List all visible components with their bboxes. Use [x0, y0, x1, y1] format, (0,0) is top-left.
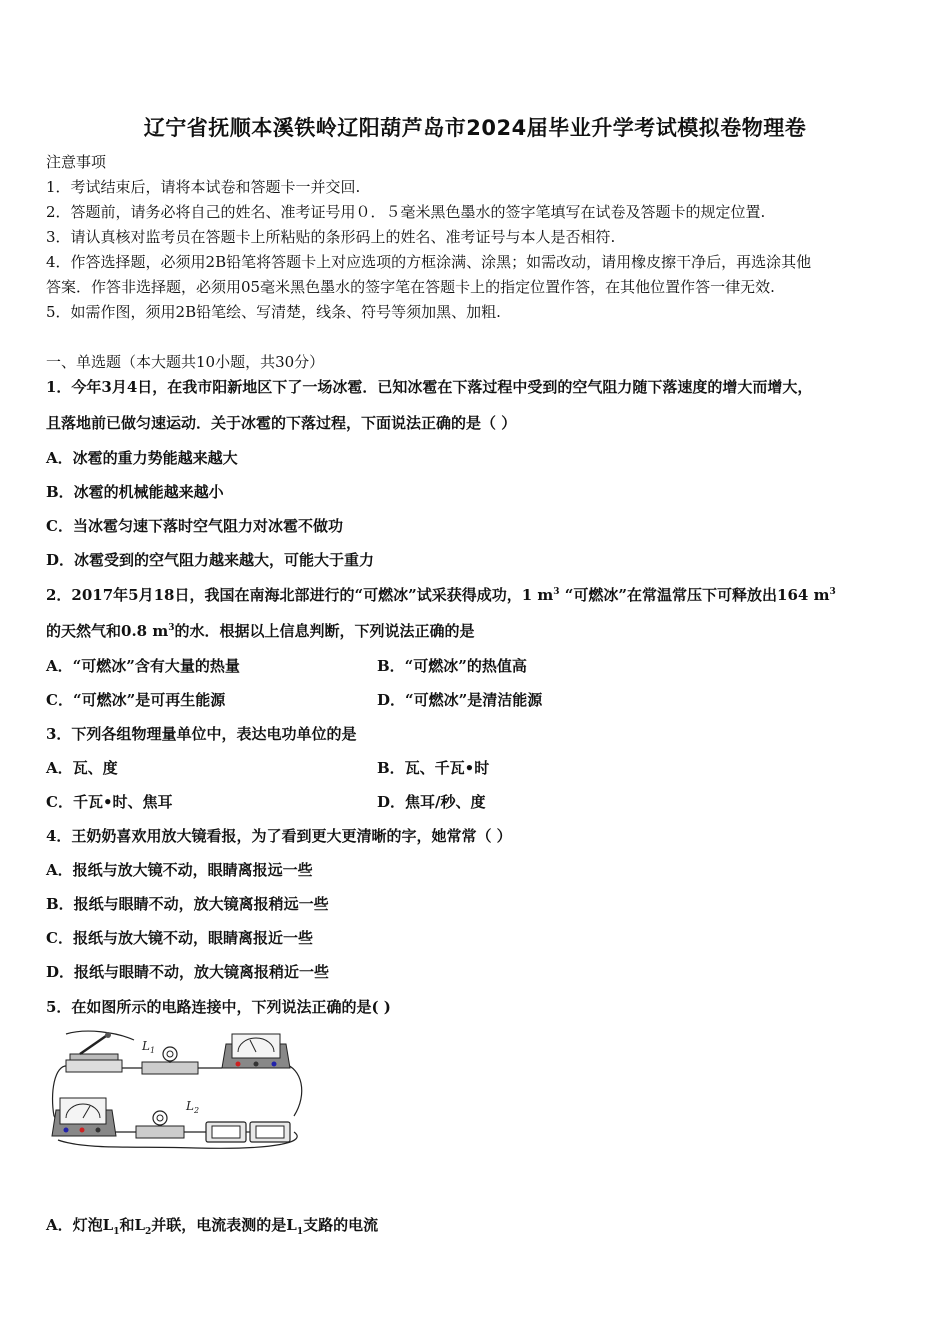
q3-option-d: D．焦耳/秒、度	[377, 793, 486, 811]
q4-option-a: A．报纸与放大镜不动，眼睛离报远一些	[46, 861, 313, 879]
notice-item: 3．请认真核对监考员在答题卡上所粘贴的条形码上的姓名、准考证号与本人是否相符.	[46, 228, 616, 246]
battery-pack	[206, 1122, 290, 1142]
q2-option-d: D．“可燃冰”是清洁能源	[377, 691, 543, 709]
page-title: 辽宁省抚顺本溪铁岭辽阳葫芦岛市2024届毕业升学考试模拟卷物理卷	[143, 116, 807, 140]
q5-sub: 1	[113, 1227, 120, 1237]
notice-item: 5．如需作图，须用2B铅笔绘、写清楚，线条、符号等须加黑、加粗.	[46, 303, 501, 321]
q1-option-c: C．当冰雹匀速下落时空气阻力对冰雹不做功	[46, 517, 343, 535]
label-l1: L	[142, 1039, 150, 1053]
q4-option-c: C．报纸与放大镜不动，眼睛离报近一些	[46, 929, 313, 947]
notice-item: 答案．作答非选择题，必须用05毫米黑色墨水的签字笔在答题卡上的指定位置作答，在其他位置作答一律无效.	[46, 278, 775, 296]
notice-item: 2．答题前，请务必将自己的姓名、准考证号用０．５毫米黑色墨水的签字笔填写在试卷及答题卡的规定位置.	[46, 203, 766, 221]
label-l1-sub: 1	[149, 1046, 156, 1055]
lamp-l2	[136, 1111, 184, 1138]
q2-option-c: C．“可燃冰”是可再生能源	[46, 691, 226, 709]
svg-text:L2	[185, 1099, 199, 1115]
q4-stem: 4．王奶奶喜欢用放大镜看报，为了看到更大更清晰的字，她常常（ ）	[46, 827, 512, 845]
q2-text: “可燃冰”在常温常压下可释放出164 m	[559, 586, 830, 604]
q5-sub: 1	[296, 1227, 304, 1237]
q4-option-b: B．报纸与眼睛不动，放大镜离报稍远一些	[46, 895, 329, 913]
q4-option-d: D．报纸与眼睛不动，放大镜离报稍近一些	[46, 963, 330, 981]
label-l2-sub: 2	[193, 1106, 200, 1115]
q2-sup: 3	[553, 587, 560, 597]
notice-item: 4．作答选择题，必须用2B铅笔将答题卡上对应选项的方框涂满、涂黑；如需改动，请用橡皮擦干净后，再选涂其他	[46, 253, 812, 271]
q2-option-b: B．“可燃冰”的热值高	[377, 657, 527, 675]
q1-stem-line2: 且落地前已做匀速运动．关于冰雹的下落过程，下面说法正确的是（ ）	[46, 414, 517, 432]
q2-sup: 3	[168, 623, 175, 633]
q2-stem-line1	[46, 585, 836, 605]
circuit-diagram	[46, 1024, 312, 1152]
q1-stem-line1: 1．今年3月4日，在我市阳新地区下了一场冰雹．已知冰雹在下落过程中受到的空气阻力随下落速度的增大而增大，	[46, 378, 813, 396]
q5-text: 并联，电流表测的是L	[151, 1216, 297, 1234]
q1-option-d: D．冰雹受到的空气阻力越来越大，可能大于重力	[46, 551, 375, 569]
switch	[66, 1032, 122, 1072]
q5-text: 支路的电流	[303, 1216, 379, 1234]
svg-text:L1	[141, 1039, 155, 1055]
meter-bottom	[52, 1098, 116, 1136]
notice-heading: 注意事项	[46, 153, 107, 171]
q5-text: 和L	[119, 1216, 146, 1234]
q2-text: 的水．根据以上信息判断，下列说法正确的是	[174, 622, 475, 640]
wire	[284, 1064, 302, 1116]
q5-option-a	[46, 1215, 378, 1235]
q5-sub: 2	[145, 1227, 152, 1237]
q1-option-b: B．冰雹的机械能越来越小	[46, 483, 224, 501]
q3-option-c: C．千瓦•时、焦耳	[46, 793, 173, 811]
q3-stem: 3．下列各组物理量单位中，表达电功单位的是	[46, 725, 357, 743]
q2-text: 2．2017年5月18日，我国在南海北部进行的“可燃冰”试采获得成功，1 m	[46, 586, 554, 604]
section-heading: 一、单选题（本大题共10小题，共30分）	[46, 353, 325, 371]
q2-text: 的天然气和0.8 m	[46, 622, 169, 640]
q2-option-a: A．“可燃冰”含有大量的热量	[46, 657, 240, 675]
notice-item: 1．考试结束后，请将本试卷和答题卡一并交回.	[46, 178, 361, 196]
q3-option-b: B．瓦、千瓦•时	[377, 759, 490, 777]
q5-text: A．灯泡L	[46, 1216, 114, 1234]
q5-stem: 5．在如图所示的电路连接中，下列说法正确的是( )	[46, 998, 391, 1016]
q2-stem-line2	[46, 621, 474, 641]
q1-option-a: A．冰雹的重力势能越来越大	[46, 449, 238, 467]
q3-option-a: A．瓦、度	[46, 759, 118, 777]
meter-top	[222, 1034, 290, 1068]
label-l2: L	[186, 1099, 194, 1113]
q2-sup: 3	[829, 587, 836, 597]
